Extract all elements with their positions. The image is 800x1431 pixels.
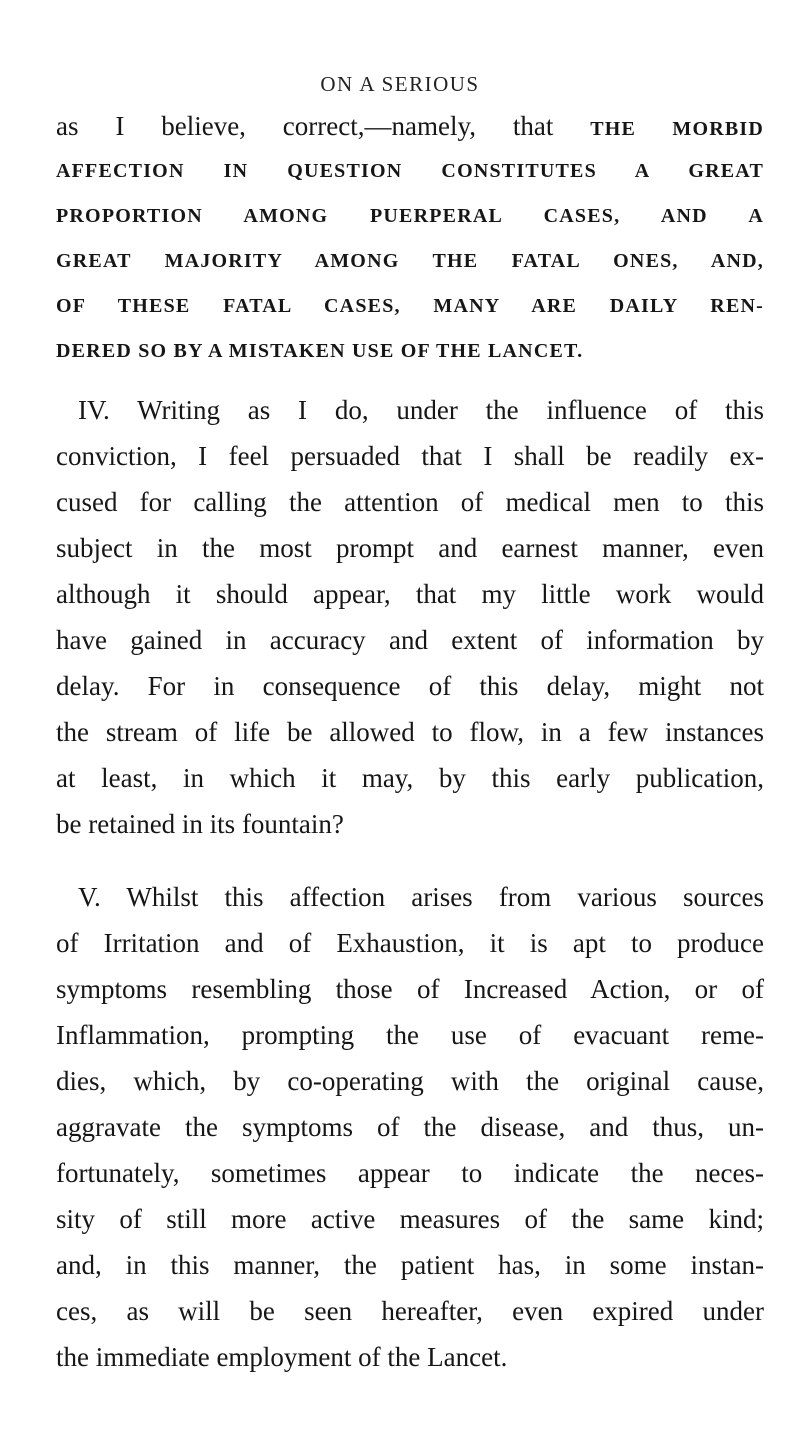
small-caps-run: THE MORBID: [590, 118, 764, 140]
text-line: cused for calling the attention of medical men to this: [56, 487, 764, 517]
text-line: of Irritation and of Exhaustion, it is apt to produce: [56, 928, 764, 958]
text-line: at least, in which it may, by this early publication,: [56, 763, 764, 793]
text-line: be retained in its fountain?: [56, 809, 344, 839]
text-line: GREAT MAJORITY AMONG THE FATAL ONES, AND,: [56, 250, 764, 272]
text-line: V. Whilst this affection arises from various sources: [78, 882, 764, 912]
text-line: symptoms resembling those of Increased Action, or of: [56, 974, 764, 1004]
paragraph-iii: [56, 104, 764, 374]
text-line: DERED SO BY A MISTAKEN USE OF THE LANCET.: [56, 340, 584, 362]
text-line: the stream of life be allowed to flow, in a few instances: [56, 717, 764, 747]
text-line: [56, 104, 764, 149]
text-line: subject in the most prompt and earnest manner, even: [56, 533, 764, 563]
text-line: the immediate employment of the Lancet.: [56, 1342, 508, 1372]
text-line: have gained in accuracy and extent of information by: [56, 625, 764, 655]
text-line: dies, which, by co-operating with the original cause,: [56, 1066, 764, 1096]
text-line: conviction, I feel persuaded that I shall be readily ex-: [56, 441, 764, 471]
text-line: fortunately, sometimes appear to indicate the neces-: [56, 1158, 764, 1188]
text-line: and, in this manner, the patient has, in some instan-: [56, 1250, 764, 1280]
text-line: aggravate the symptoms of the disease, and thus, un-: [56, 1112, 764, 1142]
paragraph-iv: [56, 387, 764, 847]
text-line: ces, as will be seen hereafter, even expired under: [56, 1296, 764, 1326]
text-line: OF THESE FATAL CASES, MANY ARE DAILY REN-: [56, 295, 764, 317]
paragraph-v: [56, 874, 764, 1380]
text-line: Inflammation, prompting the use of evacuant reme-: [56, 1020, 764, 1050]
text-run: as I believe, correct,—namely, that: [56, 111, 591, 141]
text-line: PROPORTION AMONG PUERPERAL CASES, AND A: [56, 205, 764, 227]
text-line: delay. For in consequence of this delay, might not: [56, 671, 764, 701]
text-line: AFFECTION IN QUESTION CONSTITUTES A GREAT: [56, 160, 764, 182]
text-line: IV. Writing as I do, under the influence of this: [78, 395, 764, 425]
text-line: although it should appear, that my little work would: [56, 579, 764, 609]
text-line: sity of still more active measures of the same kind;: [56, 1204, 764, 1234]
running-head: ON A SERIOUS: [320, 72, 480, 96]
